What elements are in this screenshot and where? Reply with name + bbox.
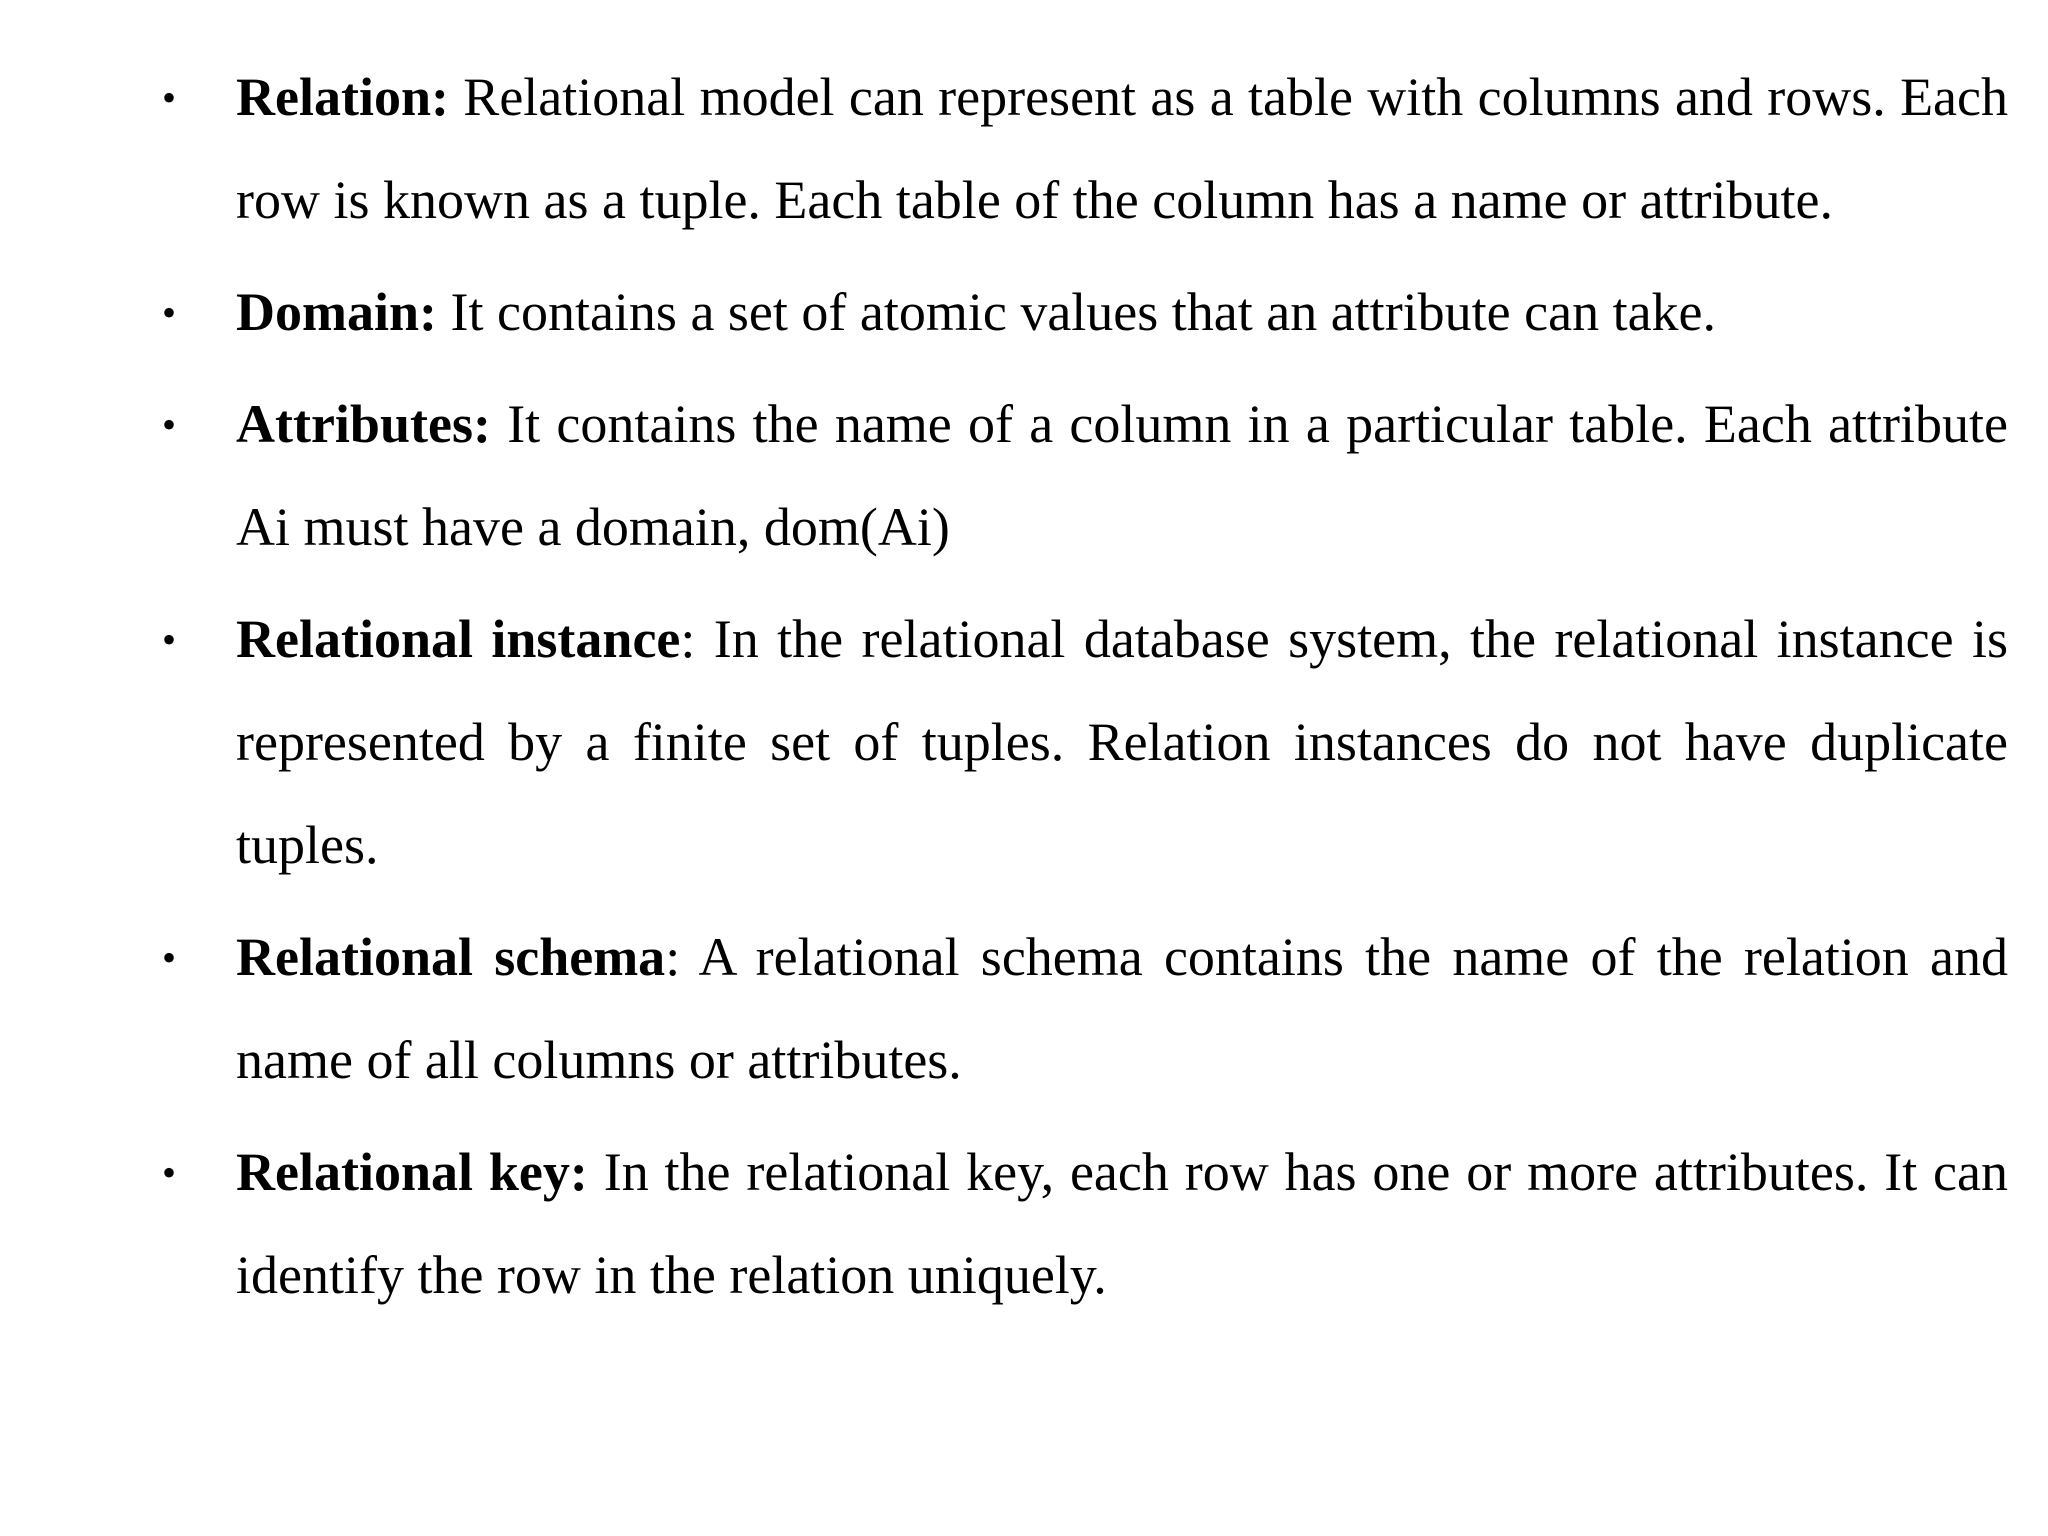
definition-relational-schema: A relational schema contains the name of the relation and name of all columns or attributes. bbox=[236, 927, 2009, 1090]
term-relational-instance: Relational instance bbox=[236, 609, 681, 669]
list-item-relational-schema bbox=[161, 906, 2009, 1112]
list-item-relational-key bbox=[161, 1121, 2008, 1327]
definition-list bbox=[161, 46, 2009, 1336]
list-item-attributes bbox=[161, 373, 2008, 579]
list-item-domain bbox=[161, 261, 2008, 364]
bullet-icon: • bbox=[161, 617, 176, 662]
term-domain: Domain: bbox=[236, 282, 437, 342]
term-colon: : bbox=[665, 927, 681, 987]
bullet-icon: • bbox=[161, 402, 176, 447]
bullet-icon: • bbox=[161, 290, 176, 335]
definition-relational-key: In the relational key, each row has one or more attributes. It can identify the row in the relation uniquely. bbox=[236, 1142, 2008, 1305]
list-item-relational-instance bbox=[161, 588, 2008, 897]
term-relational-schema: Relational schema bbox=[236, 927, 666, 987]
term-attributes: Attributes: bbox=[236, 394, 491, 454]
definition-relation: Relational model can represent as a table with columns and rows. Each row is known as a tuple. Each table of the column has a name or attribute. bbox=[236, 67, 2008, 230]
term-relational-key: Relational key: bbox=[236, 1142, 588, 1202]
definition-attributes: It contains the name of a column in a particular table. Each attribute Ai must have a domain, dom(Ai) bbox=[236, 394, 2008, 557]
bullet-icon: • bbox=[161, 75, 176, 120]
list-item-relation bbox=[161, 46, 2008, 252]
definition-domain: It contains a set of atomic values that an attribute can take. bbox=[437, 282, 1717, 342]
definition-relational-instance: In the relational database system, the relational instance is represented by a finite set of tuples. Relation instances do not have duplicate tuples. bbox=[236, 609, 2008, 875]
term-relation: Relation: bbox=[236, 67, 449, 127]
term-colon: : bbox=[680, 609, 696, 669]
bullet-icon: • bbox=[161, 935, 176, 980]
bullet-icon: • bbox=[161, 1150, 176, 1195]
